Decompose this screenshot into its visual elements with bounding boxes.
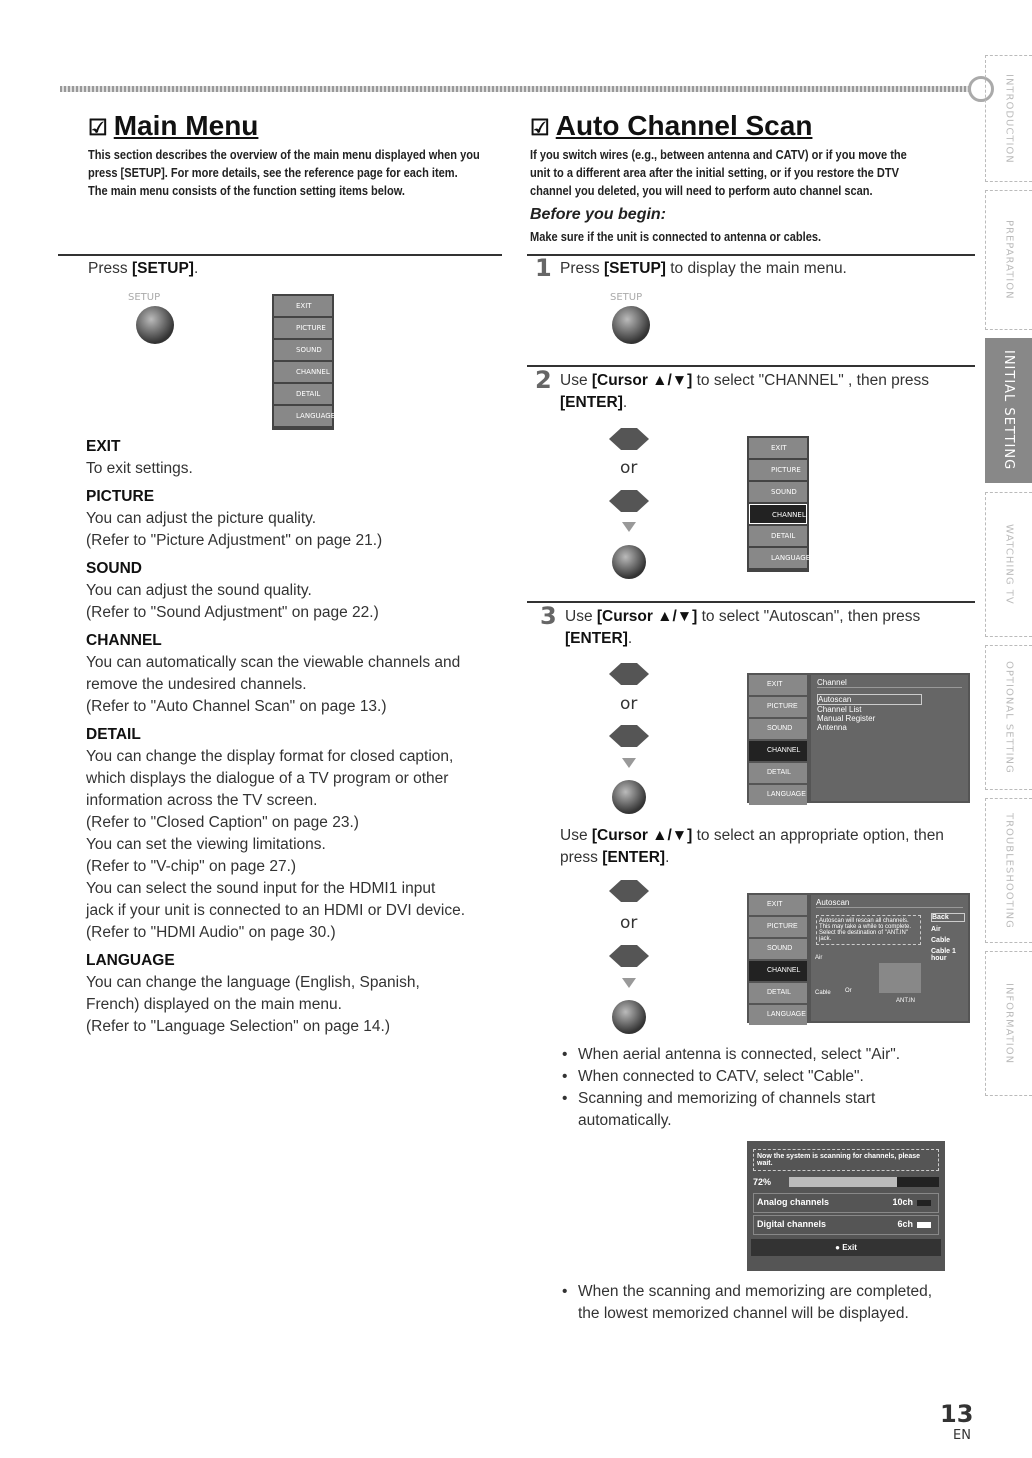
cursor-down-button-icon [609,490,649,512]
menu-item: SOUND [749,482,807,502]
progress-bar [789,1177,939,1187]
item-description: (Refer to "Language Selection" on page 14.) [86,1018,390,1035]
t: . [193,260,199,277]
item-heading: PICTURE [86,488,155,505]
tab-label: OPTIONAL SETTING [1003,661,1015,774]
item-description: (Refer to "V-chip" on page 27.) [86,858,297,875]
item-description: You can change the display format for closed caption, [86,748,454,765]
menu-item: DETAIL [274,384,332,404]
t: This may take a while to complete. [819,924,912,930]
menu-item: EXIT [749,438,807,458]
item-heading: LANGUAGE [86,952,175,969]
scan-progress-row [753,1177,939,1187]
analog-row [753,1193,939,1213]
menu-item: EXIT [749,895,807,915]
sidebar-tab-troubleshooting[interactable] [985,798,1032,943]
setup-key: [SETUP] [131,260,194,277]
sidebar-tab-initial-setting[interactable] [985,338,1032,483]
scan-message: Now the system is scanning for channels, please wait. [753,1149,939,1171]
item-description: French) displayed on the main menu. [86,996,342,1013]
before-you-begin-text: Make sure if the unit is connected to antenna or cables. [530,229,822,244]
before-you-begin-heading: Before you begin: [530,206,667,223]
item-description: To exit settings. [86,460,193,477]
diagram-label: Air [815,955,823,961]
title-text: Main Menu [113,110,259,141]
step-3b-text [560,825,944,869]
divider [527,254,975,256]
autoscan-message [816,915,921,945]
analog-value: 10ch [892,1197,913,1207]
item-description: (Refer to "Picture Adjustment" on page 21.) [86,532,383,549]
step-1-text [560,258,847,280]
exit-bar: ● Exit [751,1239,941,1256]
tab-label: INFORMATION [1003,982,1015,1065]
divider [527,365,975,367]
step-number: 1 [535,254,552,282]
screen-item: Manual Register [817,714,876,723]
item-heading: CHANNEL [86,632,162,649]
key: [Cursor ▲/▼] [591,827,693,844]
progress-label: 72% [753,1177,772,1187]
exit-label: Exit [842,1243,857,1252]
intro-line: channel you deleted, you will need to perform auto channel scan. [530,183,873,198]
progress-fill [789,1177,897,1187]
key: [ENTER] [565,630,628,647]
t: Press [88,260,132,277]
arrow-down-icon [622,978,636,988]
or-text: or [620,458,638,478]
final-note [560,1281,980,1325]
screen-item: Channel List [817,705,862,714]
t: Select the destination of "ANT.IN" jack. [819,930,908,942]
t: Press [560,260,604,277]
t: Use [560,372,592,389]
main-menu-intro [88,146,496,200]
option-cable-1hour: Cable 1 hour [931,948,956,962]
t: When the scanning and memorizing are completed, [578,1283,933,1300]
or-text: or [620,694,638,714]
menu-item: DETAIL [749,763,807,783]
screen-item: Antenna [817,723,847,732]
item-description: You can set the viewing limitations. [86,836,326,853]
intro-line: unit to a different area after the initial setting, or if you restore the DTV [530,165,900,180]
step-2-text [560,370,929,414]
menu-item: CHANNEL [274,362,332,382]
menu-item-selected: CHANNEL [749,504,807,524]
menu-item: LANGUAGE [749,548,807,568]
notes-list [560,1044,960,1132]
t: Use [565,608,597,625]
t: Autoscan will rescan all channels. [819,918,909,924]
menu-item: PICTURE [749,460,807,480]
setup-button-label: SETUP [610,292,643,303]
item-description: You can adjust the sound quality. [86,582,312,599]
t: to display the main menu. [665,260,847,277]
digital-value: 6ch [897,1219,913,1229]
item-description: You can change the language (English, Spanish, [86,974,420,991]
menu-item: DETAIL [749,526,807,546]
autoscan-options [931,913,965,962]
item-heading: DETAIL [86,726,141,743]
diagram-label: Or [845,988,852,994]
intro-line: This section describes the overview of the main menu displayed when you [88,147,480,162]
sidebar-tab-optional-setting[interactable] [985,645,1032,790]
menu-item: DETAIL [749,983,807,1003]
t: press [560,849,603,866]
t: . [627,630,633,647]
key: [Cursor ▲/▼] [596,608,698,625]
note: • When connected to CATV, select "Cable". [560,1066,960,1088]
step-3-text [565,606,920,650]
menu-item: LANGUAGE [749,1005,807,1025]
sidebar-tab-information[interactable] [985,951,1032,1096]
t: the lowest memorized channel will be displayed. [578,1305,909,1322]
option-air: Air [931,926,941,933]
intro-line: If you switch wires (e.g., between antenna and CATV) or if you move the [530,147,907,162]
menu-item: PICTURE [274,318,332,338]
menu-item-selected: CHANNEL [749,961,807,981]
enter-button-icon [612,545,646,579]
item-description: You can select the sound input for the HDMI1 input [86,880,436,897]
item-description: (Refer to "HDMI Audio" on page 30.) [86,924,336,941]
cursor-up-button-icon [609,880,649,902]
or-text: or [620,913,638,933]
diagram-label: ANT.IN [896,998,916,1004]
digital-row [753,1215,939,1235]
autoscan-screenshot [747,893,970,1023]
intro-line: press [SETUP]. For more details, see the reference page for each item. [88,165,458,180]
item-description: jack if your unit is connected to an HDMI or DVI device. [86,902,466,919]
item-description: remove the undesired channels. [86,676,307,693]
press-setup-text [88,258,198,280]
menu-item-selected: CHANNEL [749,741,807,761]
auto-channel-scan-title [530,110,812,142]
screen-title: Channel [817,678,962,688]
item-heading: EXIT [86,438,121,455]
cursor-up-button-icon [609,663,649,685]
screen-item-selected: Autoscan [817,694,922,705]
cursor-down-button-icon [609,945,649,967]
main-menu-screenshot [272,294,334,430]
menu-item: PICTURE [749,917,807,937]
t: . [622,394,628,411]
key: [SETUP] [603,260,666,277]
tab-label: TROUBLESHOOTING [1003,812,1015,929]
t: to select "Autoscan", then press [697,608,921,625]
note [560,1281,980,1325]
setup-button-label: SETUP [128,292,161,303]
t: Use [560,827,592,844]
screen-title: Autoscan [816,898,963,908]
main-menu-title [88,110,258,142]
tab-label: PREPARATION [1003,220,1015,300]
tv-diagram-icon [879,963,921,993]
sidebar-tab-introduction[interactable] [985,55,1032,182]
scanning-screenshot [747,1141,945,1271]
item-description: information across the TV screen. [86,792,318,809]
cursor-up-button-icon [609,428,649,450]
item-description: You can adjust the picture quality. [86,510,317,527]
key: [ENTER] [602,849,666,866]
menu-item: SOUND [274,340,332,360]
menu-item: EXIT [274,296,332,316]
item-description: (Refer to "Sound Adjustment" on page 22.) [86,604,379,621]
diagram-label: Cable [815,990,831,996]
item-description: You can automatically scan the viewable channels and [86,654,461,671]
title-text: Auto Channel Scan [555,110,813,141]
tab-label: INITIAL SETTING [1001,350,1016,471]
sidebar-tab-preparation[interactable] [985,190,1032,330]
note: • Scanning and memorizing of channels start automatically. [560,1088,960,1132]
menu-item: SOUND [749,719,807,739]
digital-label: Digital channels [757,1219,827,1229]
arrow-down-icon [622,758,636,768]
setup-button-icon [136,306,174,344]
note: • When aerial antenna is connected, select "Air". [560,1044,960,1066]
checkbox-icon: ☑ [530,115,550,140]
item-description: (Refer to "Closed Caption" on page 23.) [86,814,359,831]
cursor-down-button-icon [609,725,649,747]
page-number: 13 [940,1400,974,1428]
main-menu-screenshot-channel [747,436,809,572]
auto-scan-intro [530,146,972,200]
menu-item: EXIT [749,675,807,695]
t: to select an appropriate option, then [692,827,944,844]
item-description: (Refer to "Auto Channel Scan" on page 13.) [86,698,387,715]
tab-label: WATCHING TV [1003,524,1015,605]
divider [58,254,502,256]
t: . [665,849,670,866]
menu-item: PICTURE [749,697,807,717]
page-language: EN [953,1428,971,1443]
analog-label: Analog channels [757,1197,830,1207]
tab-label: INTRODUCTION [1003,73,1015,164]
arrow-down-icon [622,522,636,532]
key: [Cursor ▲/▼] [591,372,693,389]
item-heading: SOUND [86,560,142,577]
enter-button-icon [612,780,646,814]
t: to select "CHANNEL" , then press [692,372,930,389]
divider [527,601,975,603]
top-decorative-bar [60,86,980,92]
menu-item: LANGUAGE [274,406,332,426]
item-description: which displays the dialogue of a TV program or other [86,770,449,787]
sidebar-tab-watching-tv[interactable] [985,492,1032,637]
intro-line: The main menu consists of the function setting items below. [88,183,406,198]
menu-item: LANGUAGE [749,785,807,805]
step-number: 3 [540,602,557,630]
key: [ENTER] [560,394,623,411]
menu-item-descriptions [86,430,506,1038]
option-cable: Cable [931,937,951,944]
enter-button-icon [612,1000,646,1034]
menu-item: SOUND [749,939,807,959]
checkbox-icon: ☑ [88,115,108,140]
step-number: 2 [535,366,552,394]
option-back: Back [931,913,965,922]
setup-button-icon [612,306,650,344]
channel-menu-screenshot [747,673,970,803]
